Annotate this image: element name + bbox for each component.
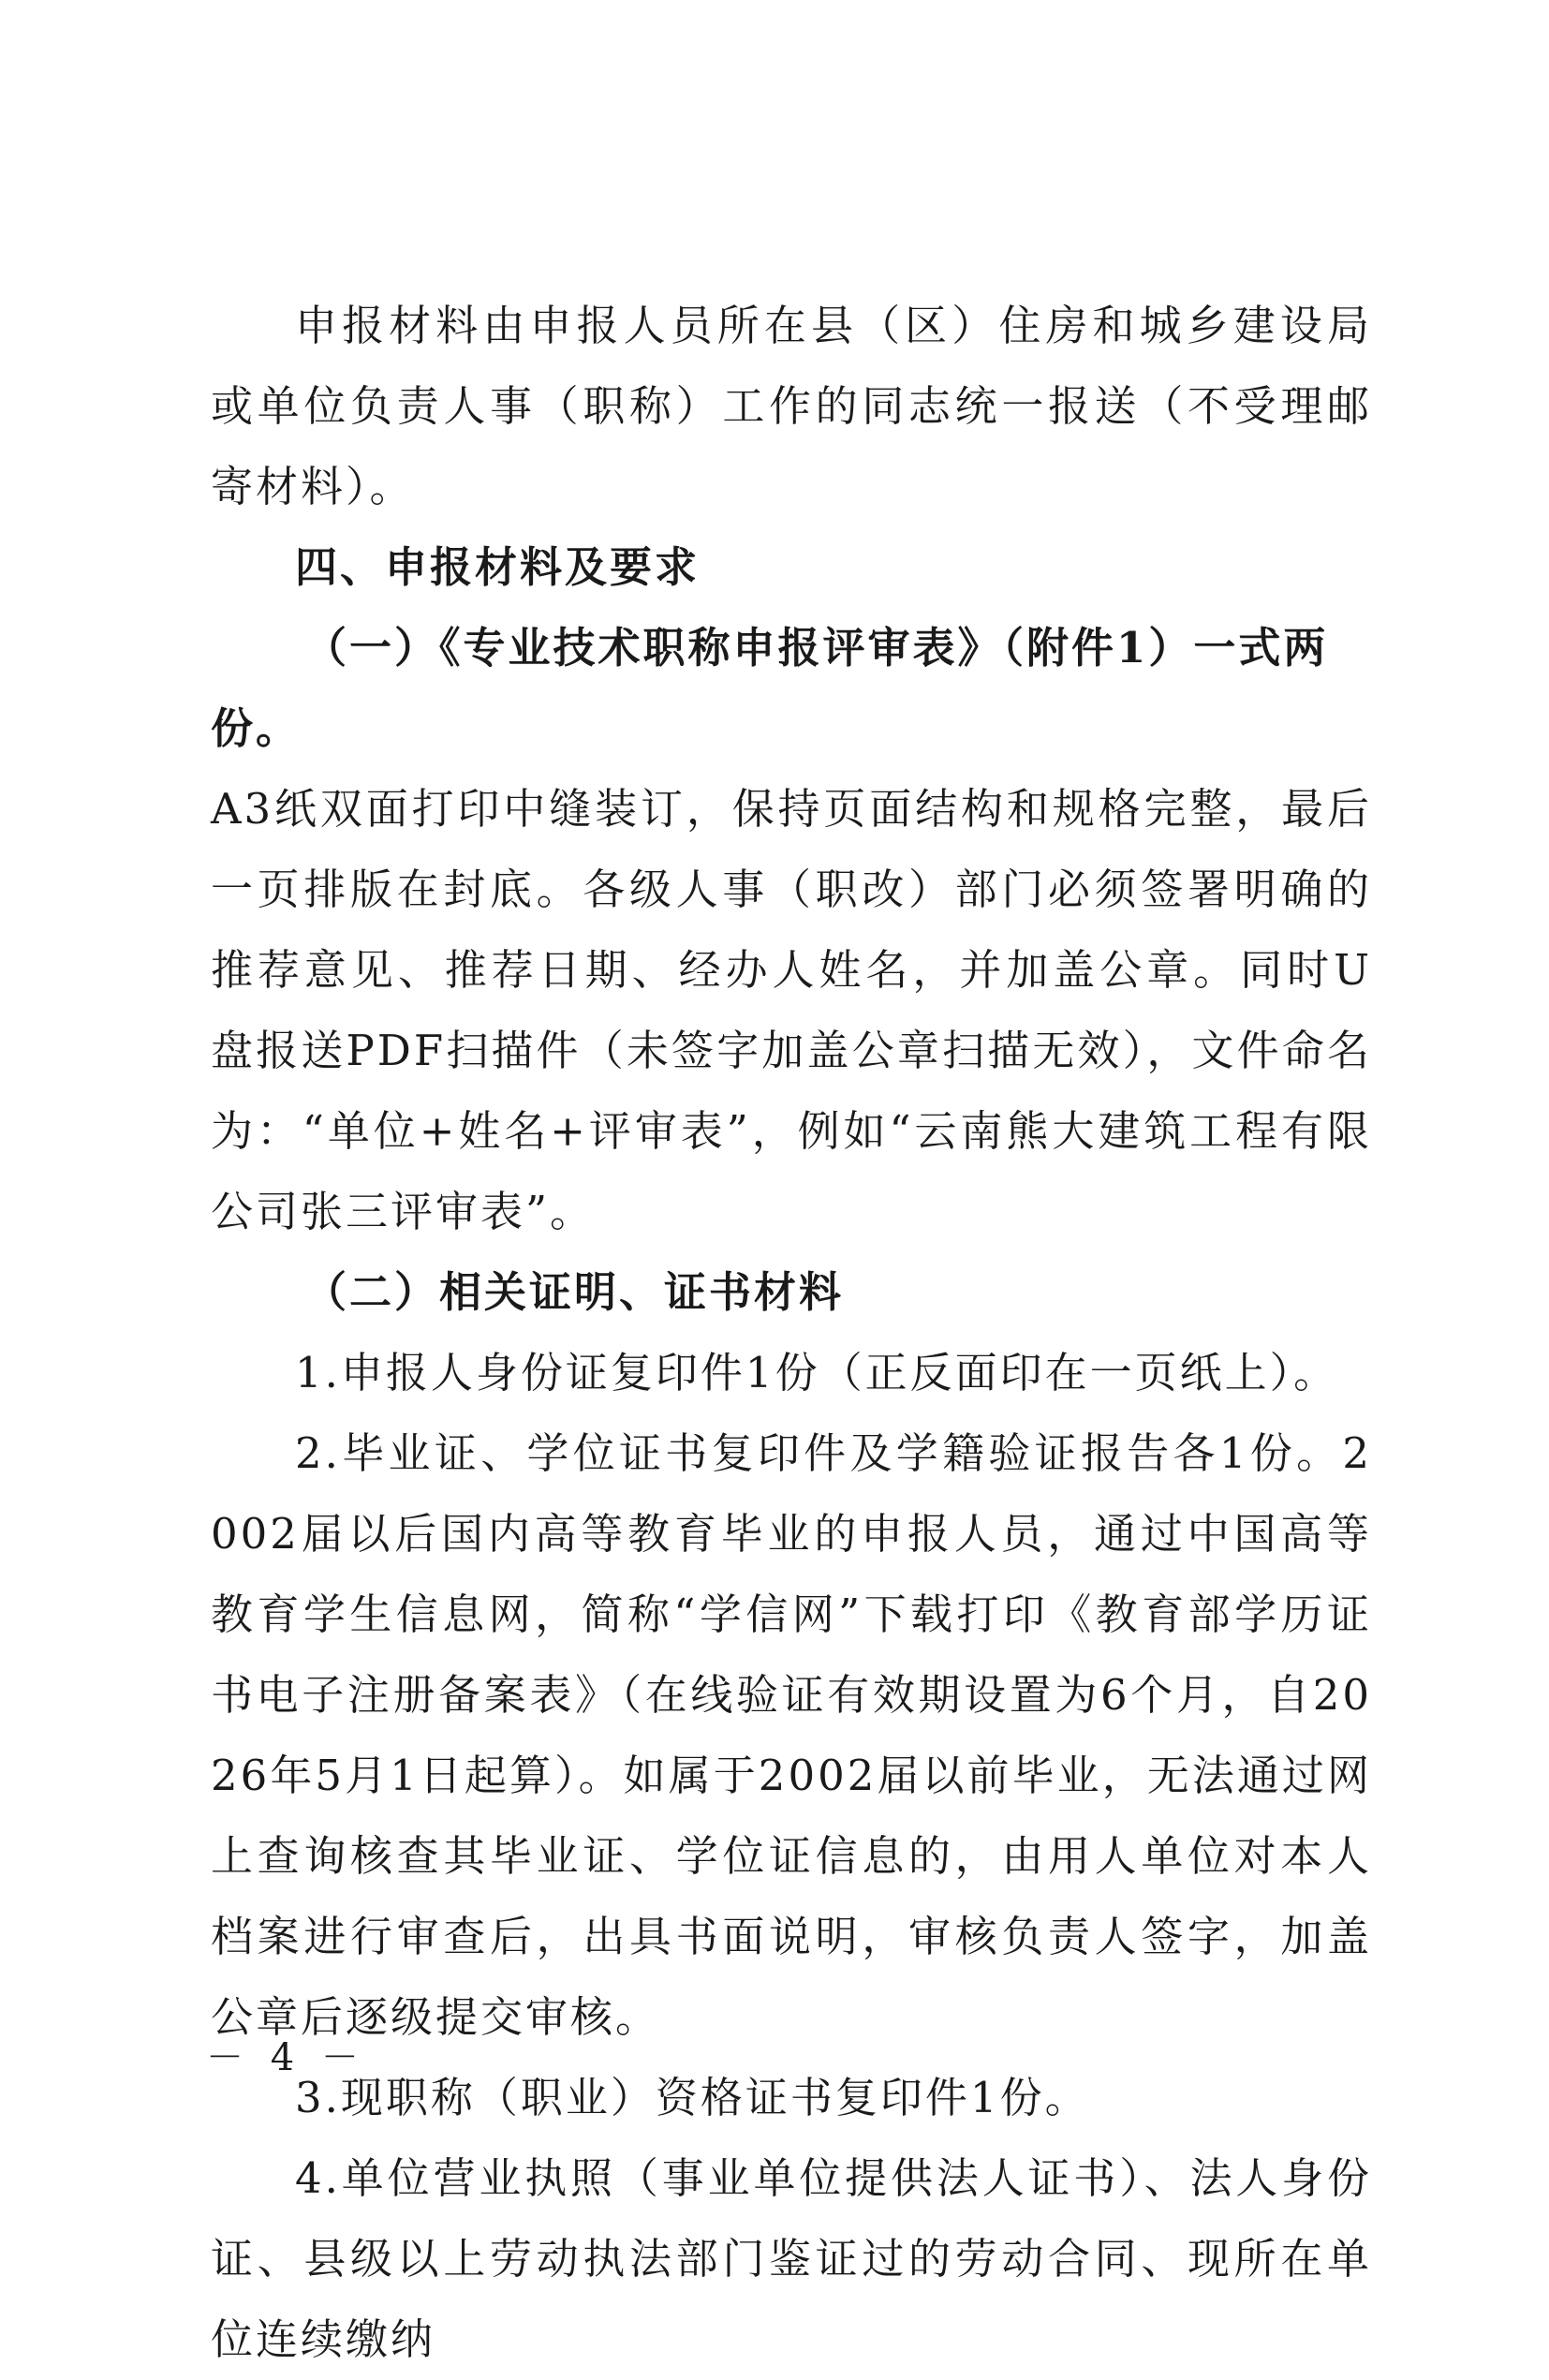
paragraph-submission: 申报材料由申报人员所在县（区）住房和城乡建设局或单位负责人事（职称）工作的同志统一报送（不受理邮寄材料）。 — [211, 301, 1372, 511]
subsection-2-heading: （二）相关证明、证书材料 — [304, 1267, 845, 1317]
list-item: 4.单位营业执照（事业单位提供法人证书）、法人身份证、县级以上劳动执法部门鉴证过的劳动合同、现所在单位连续缴纳 — [211, 2153, 1372, 2364]
section-heading: 四、申报材料及要求 — [295, 542, 701, 592]
list-item: 2.毕业证、学位证书复印件及学籍验证报告各1份。2002届以后国内高等教育毕业的申报人员，通过中国高等教育学生信息网，简称“学信网”下载打印《教育部学历证书电子注册备案表》（在线验证有效期设置为6个月，自2026年5月1日起算）。如属于2002届以前毕业，无法通过网上查询核查其毕业证、学位证信息的，由用人单位对本人档案进行审查后，出具书面说明，审核负责人签字，加盖公章后逐级提交审核。 — [211, 1428, 1372, 2042]
subsection-1-heading: （一）《专业技术职称申报评审表》（附件1）一式两份。 — [211, 623, 1329, 753]
document-body — [211, 286, 1372, 2380]
subsection-1-body: A3纸双面打印中缝装订，保持页面结构和规格完整，最后一页排版在封底。各级人事（职改）部门必须签署明确的推荐意见、推荐日期、经办人姓名，并加盖公章。同时U盘报送PDF扫描件（未签字加盖公章扫描无效），文件命名为：“单位+姓名+评审表”，例如“云南熊大建筑工程有限公司张三评审表”。 — [211, 784, 1372, 1236]
list-item: 3.现职称（职业）资格证书复印件1份。 — [295, 2073, 1090, 2122]
page-number: － 4 － — [206, 2036, 366, 2079]
list-item: 1.申报人身份证复印件1份（正反面印在一页纸上）。 — [295, 1348, 1339, 1397]
